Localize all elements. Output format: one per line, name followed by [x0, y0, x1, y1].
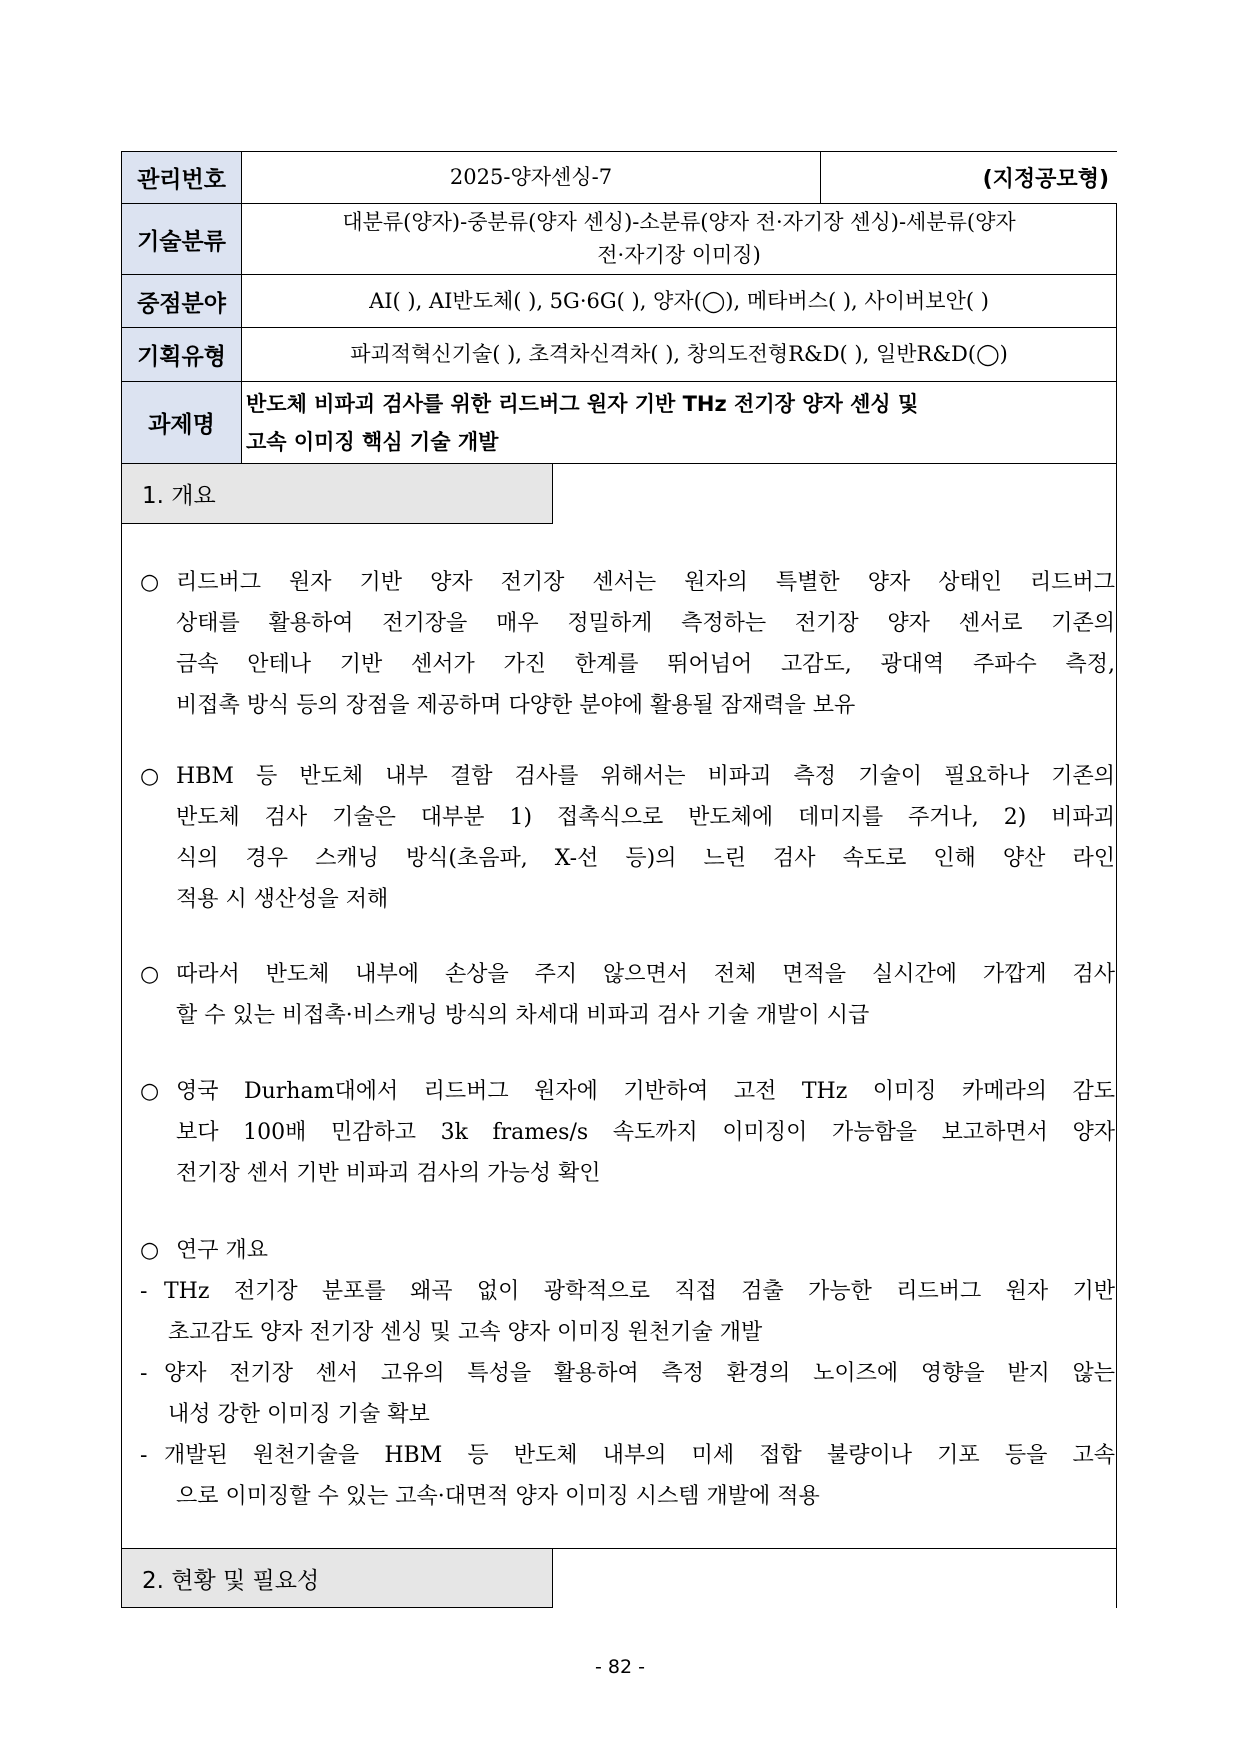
overview-paragraph-2	[140, 756, 1115, 920]
text-line: 리드버그 원자 기반 양자 전기장 센서는 원자의 특별한 양자 상태인 리드버그	[176, 570, 1115, 595]
project-title-line-2: 고속 이미징 핵심 기술 개발	[246, 430, 499, 454]
plan-type-label: 기획유형	[121, 327, 242, 382]
tech-class-line-2: 전·자기장 이미징)	[597, 243, 761, 267]
bullet-marker: ○	[140, 962, 160, 987]
overview-paragraph-1	[140, 562, 1115, 726]
text-line: 개발된 원천기술을 HBM 등 반도체 내부의 미세 접합 불량이나 기포 등을 고속	[164, 1443, 1115, 1468]
tech-class-label: 기술분류	[121, 203, 242, 275]
text-line: 반도체 검사 기술은 대부분 1) 접촉식으로 반도체에 데미지를 주거나, 2) 비파괴	[176, 805, 1115, 830]
text-line: 비접촉 방식 등의 장점을 제공하며 다양한 분야에 활용될 잠재력을 보유	[176, 693, 856, 718]
bullet-marker: ○	[140, 764, 160, 789]
tech-class-line-1: 대분류(양자)-중분류(양자 센싱)-소분류(양자 전·자기장 센싱)-세분류(양자	[342, 210, 1016, 235]
text-line: 보다 100배 민감하고 3k frames/s 속도까지 이미징이 가능함을 보고하면서 양자	[176, 1120, 1115, 1145]
section-2-heading: 2. 현황 및 필요성	[121, 1548, 553, 1608]
text-line: 으로 이미징할 수 있는 고속·대면적 양자 이미징 시스템 개발에 적용	[176, 1484, 820, 1509]
announcement-type: (지정공모형)	[820, 151, 1117, 204]
focus-area-label: 중점분야	[121, 274, 242, 328]
project-title-value	[241, 381, 1117, 464]
project-title-label: 과제명	[121, 381, 242, 464]
mgmt-number-value: 2025-양자센싱-7	[241, 151, 821, 204]
text-line: 식의 경우 스캐닝 방식(초음파, X-선 등)의 느린 검사 속도로 인해 양산 라인	[176, 846, 1115, 871]
focus-area-value: AI( ), AI반도체( ), 5G·6G( ), 양자(◯), 메타버스( ), 사이버보안( )	[241, 274, 1117, 328]
bullet-marker: ○	[140, 1079, 160, 1104]
dash-marker: -	[140, 1279, 148, 1304]
bullet-marker: ○	[140, 1238, 160, 1263]
text-line: 따라서 반도체 내부에 손상을 주지 않으면서 전체 면적을 실시간에 가깝게 검사	[176, 962, 1115, 987]
text-line: 초고감도 양자 전기장 센싱 및 고속 양자 이미징 원천기술 개발	[168, 1320, 763, 1345]
research-overview-title: 연구 개요	[176, 1238, 269, 1263]
plan-type-value: 파괴적혁신기술( ), 초격차신격차( ), 창의도전형R&D( ), 일반R&D(◯)	[241, 327, 1117, 382]
text-line: 금속 안테나 기반 센서가 가진 한계를 뛰어넘어 고감도, 광대역 주파수 측정,	[176, 652, 1115, 677]
text-line: 영국 Durham대에서 리드버그 원자에 기반하여 고전 THz 이미징 카메라의 감도	[176, 1079, 1115, 1104]
overview-paragraph-4	[140, 1071, 1115, 1194]
research-item-2	[140, 1353, 1115, 1435]
text-line: 양자 전기장 센서 고유의 특성을 활용하여 측정 환경의 노이즈에 영향을 받지 않는	[164, 1361, 1115, 1386]
overview-paragraph-3	[140, 954, 1115, 1036]
research-item-3	[140, 1435, 1115, 1517]
research-item-1	[140, 1271, 1115, 1353]
bullet-marker: ○	[140, 570, 160, 595]
section-1-heading: 1. 개요	[121, 463, 553, 524]
project-title-line-1: 반도체 비파괴 검사를 위한 리드버그 원자 기반 THz 전기장 양자 센싱 및	[246, 392, 919, 416]
mgmt-number-label: 관리번호	[121, 151, 242, 204]
dash-marker: -	[140, 1361, 148, 1386]
text-line: 할 수 있는 비접촉·비스캐닝 방식의 차세대 비파괴 검사 기술 개발이 시급	[176, 1003, 870, 1028]
text-line: 적용 시 생산성을 저해	[176, 887, 389, 912]
text-line: 내성 강한 이미징 기술 확보	[168, 1402, 430, 1427]
dash-marker: -	[140, 1443, 148, 1468]
text-line: 전기장 센서 기반 비파괴 검사의 가능성 확인	[176, 1161, 601, 1186]
tech-class-value	[241, 203, 1117, 275]
research-overview	[140, 1230, 1115, 1271]
text-line: HBM 등 반도체 내부 결함 검사를 위해서는 비파괴 측정 기술이 필요하나 기존의	[176, 764, 1115, 789]
text-line: THz 전기장 분포를 왜곡 없이 광학적으로 직접 검출 가능한 리드버그 원자 기반	[164, 1279, 1115, 1304]
page-number: - 82 -	[595, 1656, 645, 1678]
text-line: 상태를 활용하여 전기장을 매우 정밀하게 측정하는 전기장 양자 센서로 기존의	[176, 611, 1115, 636]
